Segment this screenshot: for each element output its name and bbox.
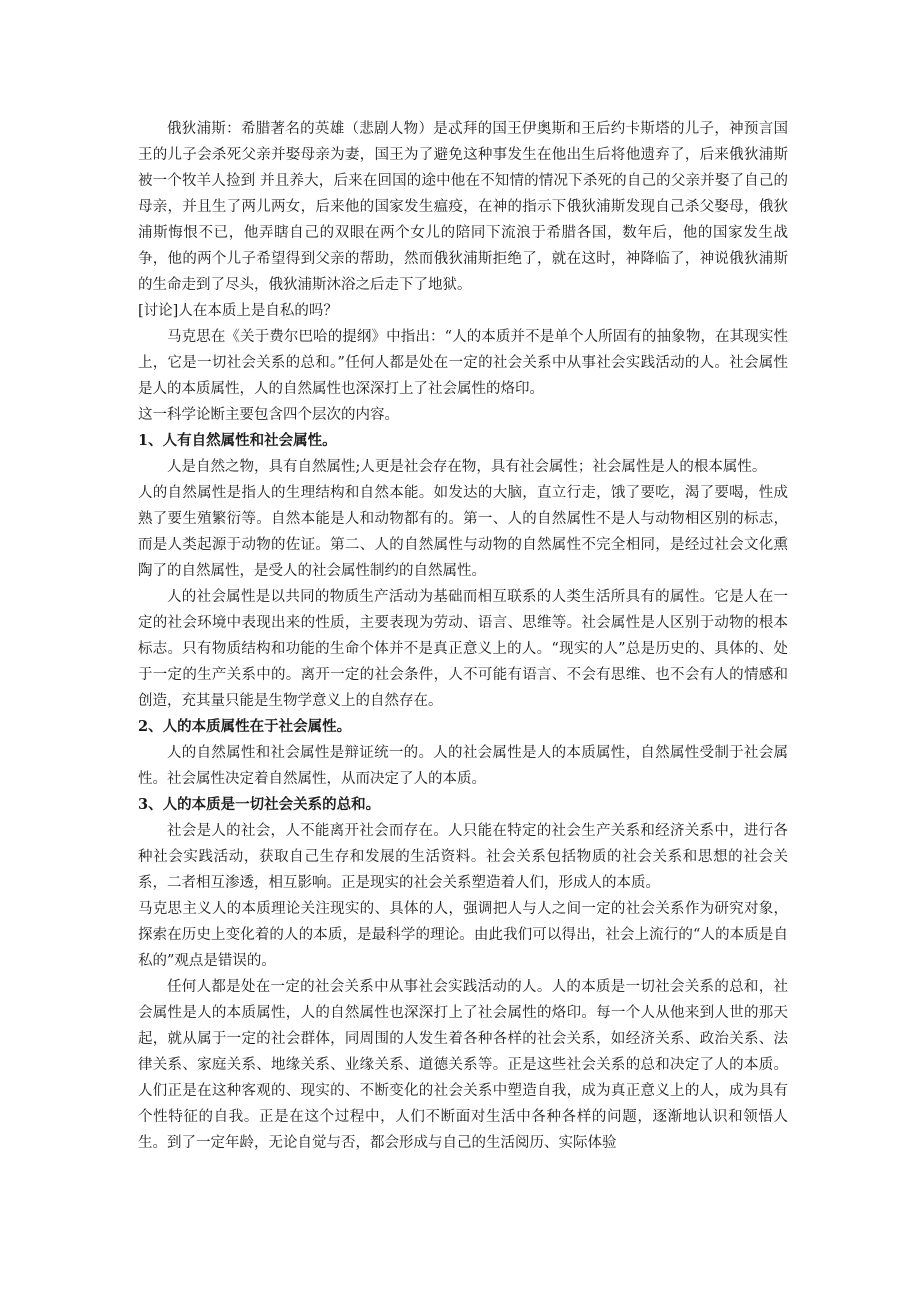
document-body — [138, 116, 788, 1156]
paragraph-four-levels: 这一科学论断主要包含四个层次的内容。 — [138, 407, 399, 423]
paragraph-oedipus: 俄狄浦斯：希腊著名的英雄（悲剧人物）是忒拜的国王伊奥斯和王后约卡斯塔的儿子，神预言国王的儿子会杀死父亲并娶母亲为妻，国王为了避免这种事发生在他出生后将他遗弃了，后来俄狄浦斯被一个牧羊人捡到 并且养大，后来在回国的途中他在不知情的情况下杀死的自己的父亲并娶了自己的母亲，并且生了两儿两女，后来他的国家发生瘟疫，在神的指示下俄狄浦斯发现自己杀父娶母，俄狄浦斯悔恨不已，他弄瞎自己的双眼在两个女儿的陪同下流浪于希腊各国，数年后，他的国家发生战争，他的两个儿子希望得到父亲的帮助，然而俄狄浦斯拒绝了，就在这时，神降临了，神说俄狄浦斯的生命走到了尽头，俄狄浦斯沐浴之后走下了地狱。 — [138, 121, 788, 293]
paragraph-marxist-theory: 马克思主义人的本质理论关注现实的、具体的人，强调把人与人之间一定的社会关系作为研究对象，探索在历史上变化着的人的本质，是最科学的理论。由此我们可以得出，社会上流行的“人的本质是自私的”观点是错误的。 — [138, 901, 788, 969]
heading-section-3: 3、人的本质是一切社会关系的总和。 — [138, 796, 381, 813]
paragraph-discussion-question: [讨论]人在本质上是自私的吗？ — [138, 303, 338, 319]
paragraph-marx-quote: 马克思在《关于费尔巴哈的提纲》中指出：“人的本质并不是单个人所固有的抽象物，在其现实性上，它是一切社会关系的总和。”任何人都是处在一定的社会关系中从事社会实践活动的人。社会属性是人的本质属性，人的自然属性也深深打上了社会属性的烙印。 — [138, 329, 788, 397]
paragraph-natural-attribute: 人的自然属性是指人的生理结构和自然本能。如发达的大脑，直立行走，饿了要吃，渴了要喝，性成熟了要生殖繁衍等。自然本能是人和动物都有的。第一、人的自然属性不是人与动物相区别的标志，而是人类起源于动物的佐证。第二、人的自然属性与动物的自然属性不完全相同，是经过社会文化熏陶了的自然属性，是受人的社会属性制约的自然属性。 — [138, 485, 788, 579]
heading-section-2: 2、人的本质属性在于社会属性。 — [138, 718, 352, 735]
paragraph-social-attribute: 人的社会属性是以共同的物质生产活动为基础而相互联系的人类生活所具有的属性。它是人在一定的社会环境中表现出来的性质，主要表现为劳动、语言、思维等。社会属性是人区别于动物的根本标志。只有物质结构和功能的生命个体并不是真正意义上的人。“现实的人”总是历史的、具体的、处于一定的生产关系中的。离开一定的社会条件，人不可能有语言、不会有思维、也不会有人的情感和创造，充其量只能是生物学意义上的自然存在。 — [138, 589, 788, 709]
paragraph-natural-social: 人是自然之物，具有自然属性;人更是社会存在物，具有社会属性；社会属性是人的根本属性。 — [167, 459, 767, 475]
heading-section-1: 1、人有自然属性和社会属性。 — [138, 432, 337, 449]
paragraph-society: 社会是人的社会，人不能离开社会而存在。人只能在特定的社会生产关系和经济关系中，进行各种社会实践活动，获取自己生存和发展的生活资料。社会关系包括物质的社会关系和思想的社会关系，二者相互渗透，相互影响。正是现实的社会关系塑造着人们，形成人的本质。 — [138, 823, 788, 891]
paragraph-social-practice: 任何人都是处在一定的社会关系中从事社会实践活动的人。人的本质是一切社会关系的总和，社会属性是人的本质属性，人的自然属性也深深打上了社会属性的烙印。每一个人从他来到人世的那天起，就从属于一定的社会群体，同周围的人发生着各种各样的社会关系，如经济关系、政治关系、法律关系、家庭关系、地缘关系、业缘关系、道德关系等。正是这些社会关系的总和决定了人的本质。人们正是在这种客观的、现实的、不断变化的社会关系中塑造自我，成为真正意义上的人，成为具有个性特征的自我。正是在这个过程中，人们不断面对生活中各种各样的问题，逐渐地认识和领悟人生。到了一定年龄，无论自觉与否，都会形成与自己的生活阅历、实际体验 — [138, 979, 788, 1151]
paragraph-dialectic-unity: 人的自然属性和社会属性是辩证统一的。人的社会属性是人的本质属性，自然属性受制于社会属性。社会属性决定着自然属性，从而决定了人的本质。 — [138, 745, 788, 787]
